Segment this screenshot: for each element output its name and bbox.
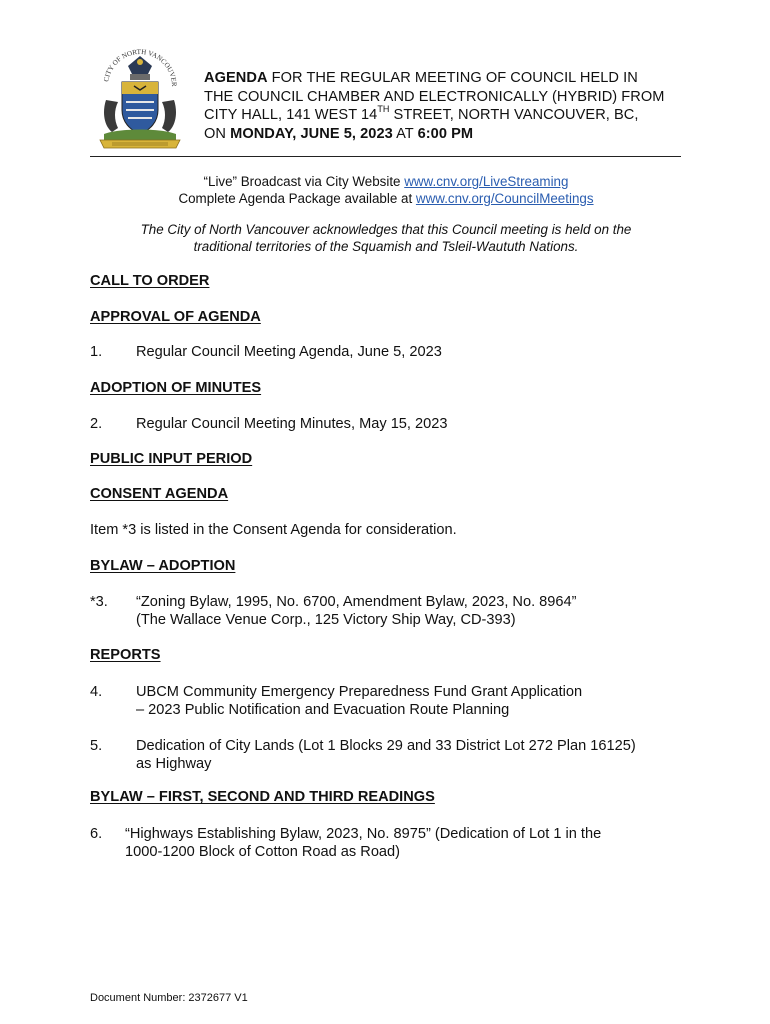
item-line-1: “Highways Establishing Bylaw, 2023, No. 8975” (Dedication of Lot 1 in the [125,826,602,842]
title-line-3-sup: TH [377,104,390,115]
item-line-2: 1000-1200 Block of Cotton Road as Road) [125,844,401,860]
heading-bylaw-adoption: BYLAW – ADOPTION [90,558,236,574]
item-text: Regular Council Meeting Agenda, June 5, 2023 [136,344,442,360]
item-text [136,737,696,773]
consent-note: Item *3 is listed in the Consent Agenda for consideration. [90,522,457,538]
item-line-2: (The Wallace Venue Corp., 125 Victory Ship Way, CD-393) [136,612,516,628]
acknowledgement-line-1: The City of North Vancouver acknowledges that this Council meeting is held on the [140,222,632,237]
item-number: 6. [90,826,103,842]
meeting-date: MONDAY, JUNE 5, 2023 [230,125,393,142]
item-text [136,593,696,629]
heading-approval-of-agenda: APPROVAL OF AGENDA [90,309,261,325]
title-line-4 [204,125,694,144]
broadcast-info [90,173,682,207]
broadcast-line-2 [90,190,682,207]
council-meetings-link[interactable]: www.cnv.org/CouncilMeetings [415,191,594,206]
title-line-3b: STREET, NORTH VANCOUVER, BC, [389,107,639,124]
item-number: 5. [90,738,103,754]
item-text [136,683,696,719]
title-agenda-word: AGENDA [204,70,268,86]
item-line-2: as Highway [136,756,212,772]
heading-public-input-period: PUBLIC INPUT PERIOD [90,451,253,467]
svg-text:CITY OF NORTH VANCOUVER: CITY OF NORTH VANCOUVER [102,47,179,87]
agenda-title [204,69,694,143]
acknowledgement-line-2: traditional territories of the Squamish and Tsleil-Waututh Nations. [193,239,579,254]
item-text [125,825,685,861]
item-line-1: Dedication of City Lands (Lot 1 Blocks 29 and 33 District Lot 272 Plan 16125) [136,738,636,754]
item-number: 2. [90,416,103,432]
item-line-1: UBCM Community Emergency Preparedness Fund Grant Application [136,684,583,700]
heading-adoption-of-minutes: ADOPTION OF MINUTES [90,380,262,396]
item-text: Regular Council Meeting Minutes, May 15, 2023 [136,416,448,432]
heading-reports: REPORTS [90,647,161,663]
heading-bylaw-readings: BYLAW – FIRST, SECOND AND THIRD READINGS [90,789,435,805]
title-line-1-rest: FOR THE REGULAR MEETING OF COUNCIL HELD IN [267,70,638,86]
heading-call-to-order: CALL TO ORDER [90,273,210,289]
item-line-2: – 2023 Public Notification and Evacuation Route Planning [136,702,510,718]
header-divider [90,156,681,157]
title-line-2: THE COUNCIL CHAMBER AND ELECTRONICALLY (HYBRID) FROM [204,88,665,105]
broadcast-line-1 [90,173,682,190]
item-line-1: “Zoning Bylaw, 1995, No. 6700, Amendment Bylaw, 2023, No. 8964” [136,594,577,610]
document-number: Document Number: 2372677 V1 [90,992,248,1004]
item-number: *3. [90,594,108,610]
meeting-time: 6:00 PM [417,125,474,142]
title-line-3 [204,106,694,125]
title-line-4b: AT [392,125,418,142]
heading-consent-agenda: CONSENT AGENDA [90,486,229,502]
livestream-link[interactable]: www.cnv.org/LiveStreaming [404,174,569,189]
broadcast-text: “Live” Broadcast via City Website [203,174,405,189]
item-number: 4. [90,684,103,700]
title-line-4a: ON [204,125,231,142]
agenda-package-text: Complete Agenda Package available at [178,191,416,206]
item-number: 1. [90,344,103,360]
title-line-3a: CITY HALL, 141 WEST 14 [204,107,378,124]
land-acknowledgement [90,221,682,255]
title-line-1 [204,69,694,88]
city-crest-logo [94,40,186,152]
